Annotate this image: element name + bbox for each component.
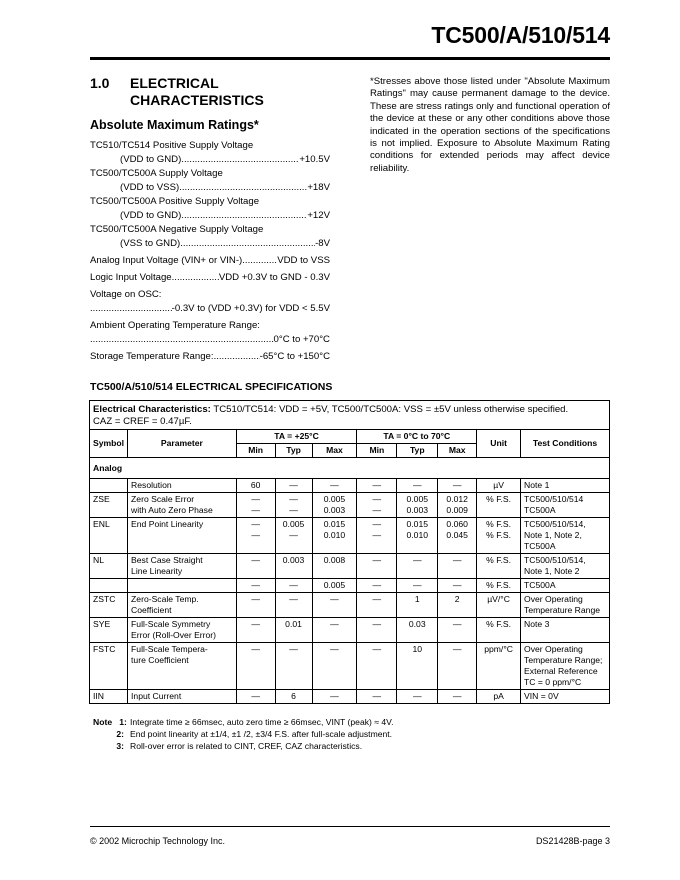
cell-conditions bbox=[521, 554, 610, 579]
table-row bbox=[90, 554, 610, 579]
cell-line: — bbox=[412, 580, 422, 590]
cell-parameter bbox=[128, 579, 237, 593]
cell-line: % F.S. bbox=[486, 530, 512, 540]
cell-min-0-70c bbox=[357, 518, 397, 554]
cell-line: — bbox=[289, 480, 298, 490]
cell-parameter bbox=[128, 518, 237, 554]
cell-line: 0.005 bbox=[323, 494, 346, 504]
rating-label: TC510/TC514 Positive Supply Voltage bbox=[90, 140, 254, 151]
cell-line: Line Linearity bbox=[131, 566, 183, 576]
rating-label: TC500/TC500A Negative Supply Voltage bbox=[90, 224, 264, 235]
rating-item bbox=[90, 288, 330, 316]
cell-line: 0.010 bbox=[323, 530, 346, 540]
cell-max-25c bbox=[312, 593, 357, 618]
cell-line: — bbox=[372, 530, 382, 540]
cell-max-25c bbox=[312, 579, 357, 593]
cell-conditions bbox=[521, 618, 610, 643]
rating-label: Storage Temperature Range: bbox=[90, 351, 214, 362]
header-typ: Typ bbox=[397, 444, 438, 458]
cell-parameter bbox=[128, 493, 237, 518]
cell-line: — bbox=[372, 505, 382, 515]
cell-line: — bbox=[330, 594, 339, 604]
footnote bbox=[93, 728, 613, 740]
rating-value: VDD to VSS bbox=[277, 255, 330, 266]
cell-max-0-70c bbox=[438, 690, 477, 704]
cell-line bbox=[93, 580, 124, 591]
note-text: Integrate time ≥ 66msec, auto zero time ≥ 66msec, VINT (peak) ≈ 4V. bbox=[130, 717, 394, 727]
cell-line: Error (Roll-Over Error) bbox=[131, 630, 217, 640]
cell-symbol bbox=[90, 593, 128, 618]
cell-line: — bbox=[289, 494, 298, 504]
cell-line: 0.015 bbox=[323, 519, 346, 529]
table-row bbox=[90, 618, 610, 643]
header-group-25c: TA = +25°C bbox=[236, 430, 357, 444]
cell-line bbox=[93, 480, 124, 491]
cell-line: — bbox=[372, 691, 382, 701]
cell-typ-0-70c bbox=[397, 593, 438, 618]
cell-line: % F.S. bbox=[486, 555, 512, 565]
cell-line: ZSE bbox=[93, 494, 110, 504]
cell-max-25c bbox=[312, 643, 357, 690]
cell-line: 6 bbox=[291, 691, 296, 701]
cell-max-0-70c bbox=[438, 618, 477, 643]
rating-sub: (VDD to GND) bbox=[120, 210, 182, 221]
cell-typ-25c bbox=[275, 493, 312, 518]
cell-line: — bbox=[372, 494, 382, 504]
cell-unit bbox=[477, 518, 521, 554]
cell-line: Full-Scale Tempera- bbox=[131, 644, 208, 654]
cell-line: Zero-Scale Temp. bbox=[131, 594, 199, 604]
cell-max-0-70c bbox=[438, 643, 477, 690]
section-number: 1.0 bbox=[90, 75, 110, 91]
cell-line: — bbox=[289, 594, 298, 604]
rating-label: Voltage on OSC: bbox=[90, 289, 162, 300]
cell-line: — bbox=[372, 555, 382, 565]
footer-page-number: DS21428B-page 3 bbox=[535, 836, 610, 846]
cell-line: Temperature Range bbox=[524, 605, 601, 615]
rating-label: Logic Input Voltage bbox=[90, 272, 172, 283]
cell-line: — bbox=[289, 505, 298, 515]
note-number: 1: bbox=[119, 717, 127, 727]
cell-typ-0-70c bbox=[397, 579, 438, 593]
cell-line: — bbox=[452, 555, 462, 565]
cell-typ-25c bbox=[275, 593, 312, 618]
cell-line: 0.045 bbox=[446, 530, 468, 540]
group-row bbox=[90, 458, 610, 479]
table-row bbox=[90, 479, 610, 493]
cell-max-0-70c bbox=[438, 593, 477, 618]
rating-value: +10.5V bbox=[299, 154, 330, 165]
cell-max-25c bbox=[312, 518, 357, 554]
cell-conditions bbox=[521, 479, 610, 493]
cell-max-25c bbox=[312, 690, 357, 704]
cell-line: Note 3 bbox=[524, 619, 550, 629]
cell-symbol bbox=[90, 579, 128, 593]
cell-line: Best Case Straight bbox=[131, 555, 203, 565]
cell-line: % F.S. bbox=[486, 519, 512, 529]
cell-line: FSTC bbox=[93, 644, 116, 654]
ec-row bbox=[90, 401, 610, 430]
cell-line: IIN bbox=[93, 691, 104, 701]
cell-line: — bbox=[330, 619, 339, 629]
cell-line: — bbox=[251, 530, 260, 540]
cell-typ-25c bbox=[275, 479, 312, 493]
section-title: ELECTRICAL CHARACTERISTICS bbox=[130, 75, 264, 108]
header-max: Max bbox=[312, 444, 357, 458]
rating-item bbox=[90, 271, 330, 285]
rating-label: Analog Input Voltage (VIN+ or VIN-) bbox=[90, 255, 243, 266]
cell-line: TC500/510/514 bbox=[524, 494, 584, 504]
cell-parameter bbox=[128, 643, 237, 690]
cell-min-25c bbox=[236, 618, 275, 643]
rating-item bbox=[90, 195, 330, 223]
cell-symbol bbox=[90, 493, 128, 518]
cell-line: Coefficient bbox=[131, 605, 172, 615]
cell-line: 1 bbox=[414, 594, 420, 604]
cell-line: 0.060 bbox=[446, 519, 468, 529]
cell-line: — bbox=[412, 480, 422, 490]
header-min: Min bbox=[357, 444, 397, 458]
cell-line: 0.003 bbox=[282, 555, 305, 565]
cell-line: — bbox=[251, 594, 260, 604]
cell-line: Over Operating bbox=[524, 644, 583, 654]
rating-item bbox=[90, 254, 330, 268]
cell-max-25c bbox=[312, 618, 357, 643]
cell-typ-0-70c bbox=[397, 618, 438, 643]
cell-typ-0-70c bbox=[397, 518, 438, 554]
cell-line: µV bbox=[493, 480, 504, 490]
cell-typ-25c bbox=[275, 618, 312, 643]
abs-max-title: Absolute Maximum Ratings* bbox=[90, 118, 259, 132]
cell-line: — bbox=[289, 580, 298, 590]
group-label-analog: Analog bbox=[90, 458, 610, 479]
cell-typ-0-70c bbox=[397, 554, 438, 579]
cell-symbol bbox=[90, 479, 128, 493]
cell-line: — bbox=[330, 691, 339, 701]
cell-line: ENL bbox=[93, 519, 110, 529]
cell-min-0-70c bbox=[357, 493, 397, 518]
cell-unit bbox=[477, 593, 521, 618]
cell-conditions bbox=[521, 593, 610, 618]
header-min: Min bbox=[236, 444, 275, 458]
cell-min-25c bbox=[236, 690, 275, 704]
cell-line: 0.009 bbox=[446, 505, 468, 515]
cell-typ-25c bbox=[275, 690, 312, 704]
cell-line: 0.012 bbox=[446, 494, 468, 504]
header-row bbox=[90, 430, 610, 444]
cell-line: — bbox=[289, 644, 298, 654]
cell-parameter bbox=[128, 593, 237, 618]
cell-line: Full-Scale Symmetry bbox=[131, 619, 211, 629]
cell-typ-0-70c bbox=[397, 690, 438, 704]
cell-line: 0.005 bbox=[406, 494, 429, 504]
cell-symbol bbox=[90, 554, 128, 579]
cell-line: Temperature Range; bbox=[524, 655, 603, 665]
cell-parameter bbox=[128, 479, 237, 493]
cell-line: 0.010 bbox=[406, 530, 429, 540]
rating-value: VDD +0.3V to GND - 0.3V bbox=[218, 272, 330, 283]
rating-value: +18V bbox=[307, 182, 330, 193]
cell-typ-0-70c bbox=[397, 643, 438, 690]
cell-line: µV/°C bbox=[487, 594, 510, 604]
cell-line: — bbox=[289, 530, 298, 540]
cell-symbol bbox=[90, 518, 128, 554]
cell-line: 0.003 bbox=[406, 505, 429, 515]
cell-unit bbox=[477, 618, 521, 643]
cell-line: NL bbox=[93, 555, 104, 565]
cell-line: — bbox=[372, 580, 382, 590]
cell-parameter bbox=[128, 690, 237, 704]
spec-table bbox=[89, 400, 610, 704]
cell-symbol bbox=[90, 618, 128, 643]
cell-line: TC500/510/514, bbox=[524, 519, 586, 529]
header-typ: Typ bbox=[275, 444, 312, 458]
cell-parameter bbox=[128, 618, 237, 643]
cell-line: — bbox=[412, 691, 422, 701]
rating-sub: (VDD to GND) bbox=[120, 154, 182, 165]
cell-unit bbox=[477, 493, 521, 518]
rating-value: -65°C to +150°C bbox=[259, 351, 330, 362]
cell-typ-25c bbox=[275, 579, 312, 593]
cell-line: — bbox=[251, 691, 260, 701]
rating-item bbox=[90, 319, 330, 347]
table-row bbox=[90, 690, 610, 704]
cell-max-0-70c bbox=[438, 554, 477, 579]
cell-line: — bbox=[251, 555, 260, 565]
cell-line: Zero Scale Error bbox=[131, 494, 195, 504]
cell-min-25c bbox=[236, 493, 275, 518]
cell-unit bbox=[477, 479, 521, 493]
cell-line: 0.005 bbox=[323, 580, 346, 590]
cell-line: — bbox=[452, 619, 462, 629]
cell-line: TC500A bbox=[524, 541, 556, 551]
footer-copyright: © 2002 Microchip Technology Inc. bbox=[90, 836, 226, 846]
cell-line: — bbox=[452, 480, 462, 490]
cell-line: ture Coefficient bbox=[131, 655, 189, 665]
cell-typ-25c bbox=[275, 643, 312, 690]
cell-line: — bbox=[330, 480, 339, 490]
cell-line: 60 bbox=[250, 480, 261, 490]
cell-line: Input Current bbox=[131, 691, 182, 701]
cell-line: 0.008 bbox=[323, 555, 346, 565]
cell-min-25c bbox=[236, 554, 275, 579]
cell-line: TC500A bbox=[524, 580, 556, 590]
cell-min-0-70c bbox=[357, 593, 397, 618]
footer-rule bbox=[90, 826, 610, 827]
rating-item bbox=[90, 139, 330, 167]
rating-label: TC500/TC500A Supply Voltage bbox=[90, 168, 223, 179]
cell-min-0-70c bbox=[357, 554, 397, 579]
cell-min-25c bbox=[236, 518, 275, 554]
cell-line: — bbox=[412, 555, 422, 565]
table-row bbox=[90, 643, 610, 690]
note-label: Note bbox=[93, 717, 113, 727]
header-group-0-70c: TA = 0°C to 70°C bbox=[357, 430, 477, 444]
ec-line1: TC510/TC514: VDD = +5V, TC500/TC500A: VSS = ±5V unless otherwise specified. bbox=[213, 404, 569, 415]
cell-typ-0-70c bbox=[397, 479, 438, 493]
cell-line: ZSTC bbox=[93, 594, 116, 604]
cell-line: % F.S. bbox=[486, 580, 512, 590]
cell-max-25c bbox=[312, 554, 357, 579]
rating-sub: (VSS to GND) bbox=[120, 238, 181, 249]
cell-line: — bbox=[251, 494, 260, 504]
cell-max-0-70c bbox=[438, 518, 477, 554]
cell-symbol bbox=[90, 643, 128, 690]
spec-table-title: TC500/A/510/514 ELECTRICAL SPECIFICATIONS bbox=[90, 381, 333, 393]
note-text: End point linearity at ±1/4, ±1 /2, ±3/4 F.S. after full-scale adjustment. bbox=[130, 729, 393, 739]
cell-max-0-70c bbox=[438, 479, 477, 493]
cell-line: ppm/°C bbox=[484, 644, 513, 654]
cell-line: External Reference bbox=[524, 666, 598, 676]
ec-label: Electrical Characteristics: bbox=[93, 404, 211, 415]
rating-value: -0.3V to (VDD +0.3V) for VDD < 5.5V bbox=[171, 303, 330, 314]
cell-conditions bbox=[521, 690, 610, 704]
cell-line: — bbox=[251, 644, 260, 654]
cell-max-25c bbox=[312, 479, 357, 493]
rating-label: Ambient Operating Temperature Range: bbox=[90, 320, 260, 331]
ec-line2: CAZ = CREF = 0.47µF. bbox=[93, 416, 192, 427]
rating-value: -8V bbox=[315, 238, 330, 249]
note-number: 3: bbox=[116, 741, 124, 751]
note-text: Roll-over error is related to CINT, CREF, CAZ characteristics. bbox=[130, 741, 363, 751]
cell-line: VIN = 0V bbox=[524, 691, 559, 701]
note-number: 2: bbox=[116, 729, 124, 739]
cell-min-25c bbox=[236, 479, 275, 493]
cell-min-0-70c bbox=[357, 643, 397, 690]
cell-line: 0.003 bbox=[323, 505, 346, 515]
cell-max-0-70c bbox=[438, 493, 477, 518]
doc-title: TC500/A/510/514 bbox=[431, 22, 610, 48]
cell-line: — bbox=[251, 519, 260, 529]
header-conditions: Test Conditions bbox=[521, 430, 610, 458]
cell-line: End Point Linearity bbox=[131, 519, 204, 529]
header-max: Max bbox=[438, 444, 477, 458]
cell-unit bbox=[477, 579, 521, 593]
cell-line: SYE bbox=[93, 619, 111, 629]
cell-min-25c bbox=[236, 643, 275, 690]
cell-min-0-70c bbox=[357, 690, 397, 704]
table-row bbox=[90, 593, 610, 618]
cell-min-0-70c bbox=[357, 479, 397, 493]
abs-max-list bbox=[90, 139, 330, 364]
cell-line: 0.01 bbox=[285, 619, 302, 629]
cell-line: — bbox=[372, 519, 382, 529]
table-row bbox=[90, 518, 610, 554]
cell-line: % F.S. bbox=[486, 494, 512, 504]
cell-line: Resolution bbox=[131, 480, 172, 490]
cell-typ-0-70c bbox=[397, 493, 438, 518]
footnote bbox=[93, 740, 613, 752]
cell-line: Note 1, Note 2 bbox=[524, 566, 580, 576]
cell-line: pA bbox=[493, 691, 504, 701]
cell-line: — bbox=[372, 619, 382, 629]
rating-value: +12V bbox=[307, 210, 330, 221]
cell-typ-25c bbox=[275, 554, 312, 579]
cell-line: with Auto Zero Phase bbox=[131, 505, 213, 515]
header-symbol: Symbol bbox=[90, 430, 128, 458]
cell-min-0-70c bbox=[357, 618, 397, 643]
cell-line bbox=[131, 580, 233, 591]
cell-parameter bbox=[128, 554, 237, 579]
cell-min-0-70c bbox=[357, 579, 397, 593]
cell-line: Over Operating bbox=[524, 594, 583, 604]
cell-symbol bbox=[90, 690, 128, 704]
cell-line: Note 1 bbox=[524, 480, 550, 490]
rating-sub: (VDD to VSS) bbox=[120, 182, 180, 193]
cell-line: — bbox=[372, 480, 382, 490]
cell-line: 0.03 bbox=[408, 619, 426, 629]
cell-typ-25c bbox=[275, 518, 312, 554]
cell-line: — bbox=[251, 505, 260, 515]
cell-conditions bbox=[521, 579, 610, 593]
cell-line: — bbox=[452, 580, 462, 590]
cell-line: 0.015 bbox=[406, 519, 429, 529]
cell-line: — bbox=[251, 619, 260, 629]
cell-line: — bbox=[251, 580, 260, 590]
cell-line: 0.005 bbox=[282, 519, 305, 529]
table-row bbox=[90, 579, 610, 593]
stress-note: *Stresses above those listed under "Absolute Maximum Ratings" may cause permanent damage to the device. These are stress ratings only and functional operation of the device at these or any other conditions above those indicated in the operation sections of the specifications is not implied. Exposure to Absolute Maximum Rating conditions for extended periods may affect device reliability. bbox=[370, 76, 610, 174]
cell-line: Note 1, Note 2, bbox=[524, 530, 582, 540]
cell-unit bbox=[477, 690, 521, 704]
cell-line: TC500/510/514, bbox=[524, 555, 586, 565]
cell-line: — bbox=[372, 644, 382, 654]
table-row bbox=[90, 493, 610, 518]
cell-min-25c bbox=[236, 579, 275, 593]
cell-max-0-70c bbox=[438, 579, 477, 593]
rating-item bbox=[90, 350, 330, 364]
cell-line: — bbox=[452, 644, 462, 654]
cell-line: 10 bbox=[412, 644, 423, 654]
cell-conditions bbox=[521, 643, 610, 690]
cell-conditions bbox=[521, 493, 610, 518]
rating-value: 0°C to +70°C bbox=[273, 334, 330, 345]
cell-min-25c bbox=[236, 593, 275, 618]
cell-line: — bbox=[330, 644, 339, 654]
cell-line: TC = 0 ppm/°C bbox=[524, 677, 582, 687]
header-unit: Unit bbox=[477, 430, 521, 458]
footnotes bbox=[93, 716, 613, 752]
cell-line: % F.S. bbox=[486, 619, 512, 629]
cell-line: TC500A bbox=[524, 505, 556, 515]
cell-line: 2 bbox=[454, 594, 460, 604]
cell-conditions bbox=[521, 518, 610, 554]
cell-unit bbox=[477, 554, 521, 579]
rating-item bbox=[90, 223, 330, 251]
cell-max-25c bbox=[312, 493, 357, 518]
cell-unit bbox=[477, 643, 521, 690]
cell-line: — bbox=[372, 594, 382, 604]
ec-cell bbox=[90, 401, 610, 430]
header-parameter: Parameter bbox=[128, 430, 237, 458]
footnote bbox=[93, 716, 613, 728]
title-rule bbox=[90, 57, 610, 60]
rating-item bbox=[90, 167, 330, 195]
rating-label: TC500/TC500A Positive Supply Voltage bbox=[90, 196, 260, 207]
cell-line: — bbox=[452, 691, 462, 701]
